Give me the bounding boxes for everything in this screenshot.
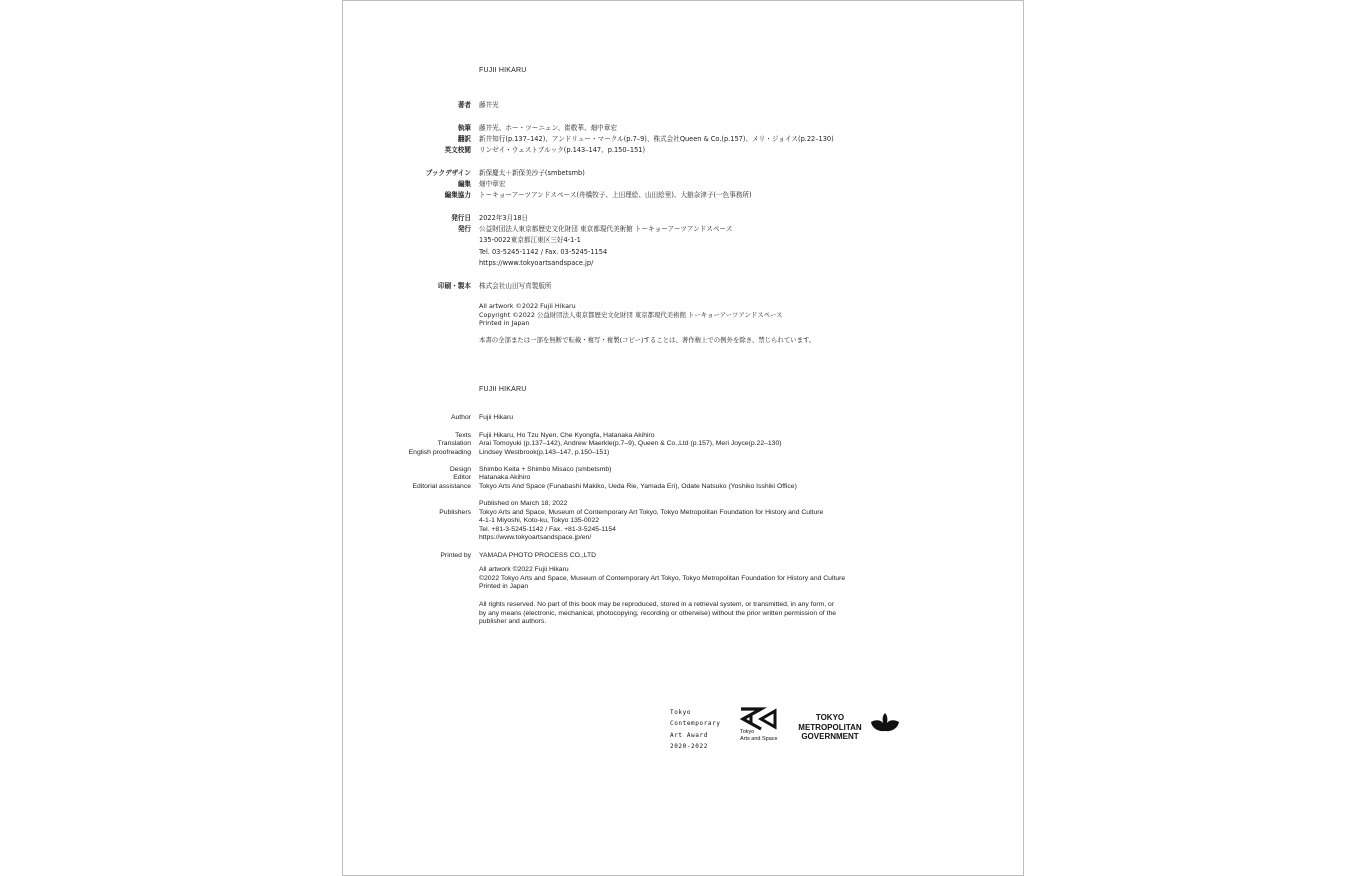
en-colophon-row [343, 412, 1023, 423]
tcaa-line: Art Award [670, 731, 708, 739]
jp-title: FUJII HIKARU [479, 67, 527, 74]
jp-colophon-row [343, 134, 1023, 145]
tcaa-line: Contemporary [670, 720, 721, 728]
en-row-label: Editorial assistance [412, 483, 471, 490]
en-colophon-row [343, 481, 1023, 492]
jp-colophon-row [343, 247, 1023, 258]
en-row-value: Tel. +81-3-5245-1142 / Fax. +81-3-5245-1154 [479, 526, 616, 533]
jp-row-value: 藤井光 [479, 101, 499, 109]
jp-row-label: 発行日 [451, 214, 471, 222]
en-row-value: https://www.tokyoartsandspace.jp/en/ [479, 534, 592, 541]
en-row-value: Fujii Hikaru [479, 414, 513, 421]
jp-colophon-row [343, 179, 1023, 190]
en-row-label: Design [449, 466, 471, 473]
en-row-value: Tokyo Arts and Space, Museum of Contemporary Art Tokyo, Tokyo Metropolitan Foundation for History and Culture [479, 509, 824, 516]
jp-row-value: https://www.tokyoartsandspace.jp/ [479, 259, 594, 267]
en-row-value: Hatanaka Akihiro [479, 474, 531, 481]
jp-row-label: 印刷・製本 [438, 282, 471, 290]
en-row-label: English proofreading [408, 449, 471, 456]
colophon-page [342, 0, 1024, 876]
tas-label-line: Tokyo [740, 729, 755, 735]
ginkgo-leaf-icon [870, 712, 900, 742]
en-row-value: Lindsey Westbrook(p.143–147, p.150–151) [479, 449, 610, 456]
tcaa-line: 2020-2022 [670, 743, 708, 751]
en-copyright-line: Printed in Japan [479, 583, 529, 591]
jp-colophon-row [343, 145, 1023, 156]
en-copyright-line: ©2022 Tokyo Arts and Space, Museum of Contemporary Art Tokyo, Tokyo Metropolitan Foundation for History and Culture [479, 574, 846, 582]
en-row-value: 4-1-1 Miyoshi, Koto-ku, Tokyo 135-0022 [479, 517, 600, 524]
jp-colophon-row [343, 168, 1023, 179]
en-row-value: Tokyo Arts And Space (Funabashi Makiko, Ueda Rie, Yamada Eri), Odate Natsuko (Yoshiko Isshiki Office) [479, 483, 797, 490]
jp-colophon-row [343, 213, 1023, 224]
jp-row-value: 株式会社山田写真製版所 [479, 282, 552, 290]
jp-row-value: 135-0022東京都江東区三好4-1-1 [479, 236, 581, 244]
en-row-value: YAMADA PHOTO PROCESS CO.,LTD [479, 552, 597, 559]
jp-notice: 本書の全部または一部を無断で転載・複写・複製(コピー)することは、著作権上での例外を除き、禁じられています。 [479, 336, 816, 344]
en-row-label: Printed by [440, 552, 471, 559]
jp-row-value: 公益財団法人東京都歴史文化財団 東京都現代美術館 トーキョーアーツアンドスペース [479, 225, 733, 233]
en-row-label: Editor [453, 474, 471, 481]
en-copyright [479, 566, 899, 592]
jp-colophon-row [343, 190, 1023, 201]
jp-row-label: 執筆 [457, 124, 471, 132]
jp-copyright-line: All artwork ©2022 Fujii Hikaru [479, 302, 576, 310]
jp-row-value: 畑中章宏 [479, 180, 506, 188]
en-row-value: Shimbo Keita + Shimbo Misaco (smbetsmb) [479, 466, 612, 473]
jp-colophon-row [343, 258, 1023, 269]
jp-row-value: 新保慶太＋新保美沙子(smbetsmb) [479, 169, 585, 177]
tas-label [740, 729, 778, 743]
jp-row-value: 2022年3月18日 [479, 214, 529, 222]
en-row-value: Published on March 18, 2022 [479, 500, 568, 507]
jp-row-label: 編集協力 [444, 191, 471, 199]
jp-row-value: トーキョーアーツアンドスペース(舟橋牧子、上田理絵、山田絵里)、大舘奈津子(一色事務所) [479, 191, 752, 199]
tmg-line: TOKYO [815, 713, 845, 722]
jp-copyright-line: Copyright ©2022 公益財団法人東京都歴史文化財団 東京都現代美術館 トーキョーアーツアンドスペース [479, 310, 783, 319]
jp-row-value: 藤井光、ホー・ツーニェン、崔敬華、畑中章宏 [479, 124, 617, 132]
jp-row-value: Tel. 03-5245-1142 / Fax. 03-5245-1154 [479, 248, 608, 256]
jp-copyright [479, 302, 899, 328]
jp-copyright-line: Printed in Japan [479, 319, 530, 328]
en-notice [479, 601, 899, 627]
en-row-label: Texts [455, 432, 471, 439]
en-notice-line: All rights reserved. No part of this book may be reproduced, stored in a retrieval system, or transmitted, in any form, or [479, 601, 835, 608]
jp-row-label: ブックデザイン [425, 169, 471, 177]
jp-row-label: 編集 [457, 180, 471, 188]
jp-row-label: 発行 [457, 225, 471, 233]
en-title: FUJII HIKARU [479, 386, 527, 393]
jp-colophon-row [343, 123, 1023, 134]
jp-colophon-row [343, 235, 1023, 246]
tas-mark-icon [739, 707, 785, 731]
tas-label-line: Arts and Space [740, 736, 778, 742]
tokyo-arts-and-space-logo [739, 707, 785, 747]
jp-row-label: 翻訳 [457, 135, 471, 143]
en-row-label: Translation [437, 440, 471, 447]
jp-colophon-row [343, 224, 1023, 235]
colophon-sheet [343, 1, 1023, 875]
tcaa-line: Tokyo [670, 709, 692, 716]
jp-row-label: 英文校閲 [444, 146, 471, 154]
jp-colophon-row [343, 100, 1023, 111]
en-row-label: Author [450, 414, 471, 421]
tmg-line: METROPOLITAN [798, 722, 862, 732]
en-row-value: Fujii Hikaru, Ho Tzu Nyen, Che Kyongfa, Hatanaka Akihiro [479, 432, 655, 439]
tokyo-contemporary-art-award-logo [670, 707, 721, 753]
en-notice-line: publisher and authors. [479, 618, 547, 626]
en-row-label: Publishers [439, 509, 471, 516]
en-notice-line: by any means (electronic, mechanical, photocopying, recording or otherwise) without the prior written permission of the [479, 609, 837, 617]
jp-row-label: 著者 [457, 101, 471, 109]
en-copyright-line: All artwork ©2022 Fujii Hikaru [479, 566, 569, 573]
en-colophon-row [343, 550, 1023, 561]
en-colophon-row [343, 532, 1023, 543]
en-colophon-row [343, 447, 1023, 458]
tmg-line: GOVERNMENT [801, 732, 859, 741]
jp-row-value: 新井知行(p.137–142)、アンドリュー・マークル(p.7–9)、株式会社Queen & Co.(p.157)、メリ・ジョイス(p.22–130) [479, 135, 834, 143]
jp-colophon-row [343, 281, 1023, 292]
jp-row-value: リンゼイ・ウェストブルック(p.143–147、p.150–151) [479, 146, 646, 154]
en-row-value: Arai Tomoyuki (p.137–142), Andrew Maerkle(p.7–9), Queen & Co.,Ltd (p.157), Meri Joyce(p.22–130) [479, 440, 782, 447]
tokyo-metropolitan-government-logo [797, 713, 863, 742]
